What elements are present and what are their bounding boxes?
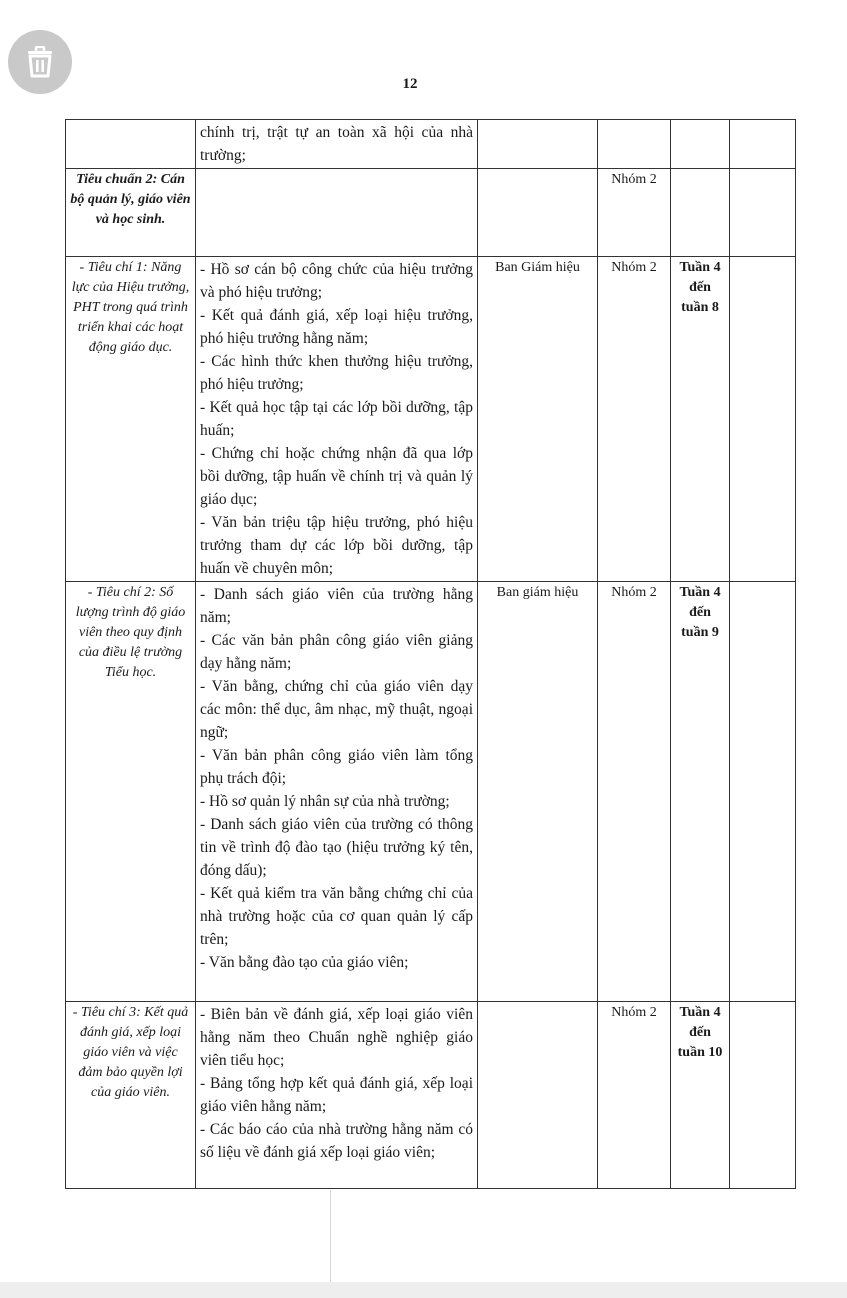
evidence-item: - Văn bản phân công giáo viên làm tổng phụ trách đội; (200, 747, 473, 787)
table-row (66, 257, 796, 582)
responsible-cell (478, 1002, 598, 1189)
evidence-item: - Văn bằng, chứng chỉ của giáo viên dạy các môn: thể dục, âm nhạc, mỹ thuật, ngoại ngữ; (200, 678, 473, 741)
evidence-item: - Các văn bản phân công giáo viên giảng dạy hằng năm; (200, 632, 473, 672)
time-cell: Tuần 4 đến tuần 9 (671, 582, 730, 1002)
evidence-cell (196, 1002, 478, 1189)
time-cell (671, 120, 730, 169)
group-cell: Nhóm 2 (598, 582, 671, 1002)
time-cell: Tuần 4 đến tuần 10 (671, 1002, 730, 1189)
evidence-item: - Văn bằng đào tạo của giáo viên; (200, 954, 409, 971)
bottom-bar (0, 1282, 847, 1298)
time-cell: Tuần 4 đến tuần 8 (671, 257, 730, 582)
evidence-cell (196, 582, 478, 1002)
criterion-cell (66, 120, 196, 169)
note-cell (730, 257, 796, 582)
evidence-item: - Kết quả kiểm tra văn bằng chứng chỉ của nhà trường hoặc của cơ quan quản lý cấp trên; (200, 885, 473, 948)
responsible-cell: Ban giám hiệu (478, 582, 598, 1002)
responsible-cell (478, 120, 598, 169)
evidence-item: - Văn bản triệu tập hiệu trưởng, phó hiệu trưởng tham dự các lớp bồi dưỡng, tập huấn về chuyên môn; (200, 514, 473, 577)
note-cell (730, 582, 796, 1002)
evidence-plan-table (65, 119, 796, 1189)
evidence-item: - Các báo cáo của nhà trường hằng năm có số liệu về đánh giá xếp loại giáo viên; (200, 1121, 473, 1161)
group-cell: Nhóm 2 (598, 1002, 671, 1189)
note-cell (730, 120, 796, 169)
evidence-item: - Chứng chỉ hoặc chứng nhận đã qua lớp bồi dưỡng, tập huấn về chính trị và quản lý giáo dục; (200, 445, 473, 508)
evidence-item: - Hồ sơ cán bộ công chức của hiệu trưởng và phó hiệu trưởng; (200, 261, 473, 301)
evidence-item: - Danh sách giáo viên của trường có thông tin về trình độ đào tạo (hiệu trưởng ký tên, đóng dấu); (200, 816, 473, 879)
evidence-item: - Kết quả đánh giá, xếp loại hiệu trưởng, phó hiệu trưởng hằng năm; (200, 307, 473, 347)
evidence-cell (196, 120, 478, 169)
scan-crease (330, 1190, 331, 1282)
evidence-item: - Các hình thức khen thưởng hiệu trưởng, phó hiệu trưởng; (200, 353, 473, 393)
table-row (66, 120, 796, 169)
evidence-item: - Kết quả học tập tại các lớp bồi dưỡng, tập huấn; (200, 399, 473, 439)
evidence-item: - Hồ sơ quản lý nhân sự của nhà trường; (200, 793, 450, 810)
responsible-cell (478, 169, 598, 257)
group-cell: Nhóm 2 (598, 169, 671, 257)
note-cell (730, 1002, 796, 1189)
table-row (66, 1002, 796, 1189)
note-cell (730, 169, 796, 257)
evidence-item: - Biên bản về đánh giá, xếp loại giáo viên hằng năm theo Chuẩn nghề nghiệp giáo viên tiểu học; (200, 1006, 473, 1069)
time-cell (671, 169, 730, 257)
criterion-cell: - Tiêu chí 2: Số lượng trình độ giáo viên theo quy định của điều lệ trường Tiểu học. (66, 582, 196, 1002)
group-cell: Nhóm 2 (598, 257, 671, 582)
evidence-cell (196, 169, 478, 257)
evidence-item: - Bảng tổng hợp kết quả đánh giá, xếp loại giáo viên hằng năm; (200, 1075, 473, 1115)
trash-icon (25, 46, 55, 78)
page-number: 12 (402, 76, 418, 92)
evidence-item: - Danh sách giáo viên của trường hằng năm; (200, 586, 473, 626)
evidence-cell (196, 257, 478, 582)
responsible-cell: Ban Giám hiệu (478, 257, 598, 582)
group-cell (598, 120, 671, 169)
table-row (66, 582, 796, 1002)
criterion-cell: - Tiêu chí 3: Kết quả đánh giá, xếp loại giáo viên và việc đảm bảo quyền lợi của giáo viên. (66, 1002, 196, 1189)
evidence-item: chính trị, trật tự an toàn xã hội của nhà trường; (200, 124, 473, 164)
table-row (66, 169, 796, 257)
criterion-cell: - Tiêu chí 1: Năng lực của Hiệu trưởng, PHT trong quá trình triển khai các hoạt động giáo dục. (66, 257, 196, 582)
standard-title: Tiêu chuẩn 2: Cán bộ quản lý, giáo viên và học sinh. (66, 169, 196, 257)
